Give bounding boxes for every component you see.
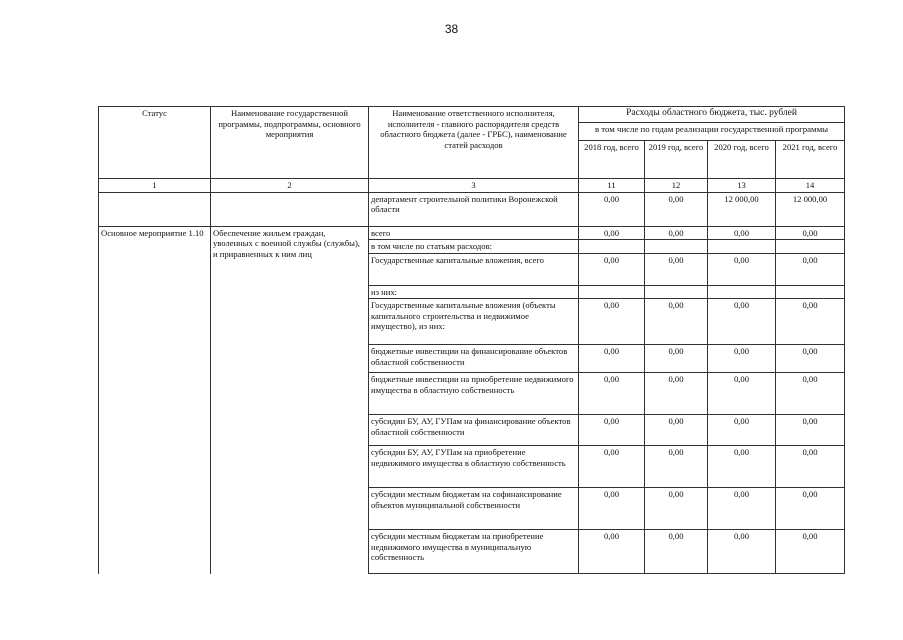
measure-status: Основное мероприятие 1.10 [99,226,211,574]
empty-cell [99,192,211,226]
value-cell: 0,00 [708,299,776,345]
row-label: в том числе по статьям расходов: [369,240,579,254]
value-cell: 0,00 [776,253,845,285]
column-number: 3 [369,179,579,193]
value-cell: 0,00 [579,253,645,285]
value-cell: 0,00 [645,226,708,240]
value-cell [579,285,645,299]
header-executor: Наименование ответственного исполнителя, исполнителя - главного распорядителя средств областного бюджета (далее - ГРБС), наименование статей расходов [369,107,579,179]
value-cell [776,285,845,299]
value-cell [776,240,845,254]
value-cell: 0,00 [776,530,845,574]
header-year-2018: 2018 год, всего [579,141,645,179]
value-cell: 0,00 [708,530,776,574]
value-cell: 0,00 [776,488,845,530]
row-label: Государственные капитальные вложения (объекты капитального строительства и недвижимое имущество), из них: [369,299,579,345]
header-year-2021: 2021 год, всего [776,141,845,179]
row-label: бюджетные инвестиции на приобретение недвижимого имущества в областную собственность [369,373,579,415]
value-cell [645,240,708,254]
value-cell: 0,00 [708,373,776,415]
header-program-name: Наименование государственной программы, подпрограммы, основного мероприятия [211,107,369,179]
row-label: департамент строительной политики Воронежской области [369,192,579,226]
row-label: бюджетные инвестиции на финансирование объектов областной собственности [369,345,579,373]
value-cell: 0,00 [708,488,776,530]
header-year-2020: 2020 год, всего [708,141,776,179]
value-cell: 0,00 [645,253,708,285]
row-label: Государственные капитальные вложения, всего [369,253,579,285]
value-cell: 12 000,00 [708,192,776,226]
measure-name: Обеспечение жильем граждан, уволенных с военной службы (службы), и приравненных к ним лиц [211,226,369,574]
value-cell [579,240,645,254]
column-number: 12 [645,179,708,193]
column-number: 1 [99,179,211,193]
value-cell: 0,00 [579,345,645,373]
value-cell: 0,00 [579,530,645,574]
empty-cell [211,192,369,226]
value-cell [645,285,708,299]
value-cell: 12 000,00 [776,192,845,226]
value-cell: 0,00 [645,299,708,345]
row-label: из них: [369,285,579,299]
value-cell: 0,00 [579,415,645,446]
row-label: субсидии БУ, АУ, ГУПам на финансирование объектов областной собственности [369,415,579,446]
budget-table [98,106,845,574]
value-cell: 0,00 [579,299,645,345]
page-number: 38 [444,22,459,36]
value-cell: 0,00 [645,530,708,574]
value-cell: 0,00 [776,373,845,415]
value-cell: 0,00 [776,226,845,240]
value-cell: 0,00 [776,415,845,446]
value-cell: 0,00 [645,488,708,530]
header-by-years: в том числе по годам реализации государственной программы [579,123,845,141]
header-expenses: Расходы областного бюджета, тыс. рублей [579,107,845,123]
value-cell: 0,00 [579,226,645,240]
row-label: всего [369,226,579,240]
value-cell [708,240,776,254]
column-number: 2 [211,179,369,193]
value-cell: 0,00 [708,415,776,446]
value-cell: 0,00 [579,446,645,488]
value-cell: 0,00 [776,299,845,345]
value-cell: 0,00 [645,415,708,446]
column-number: 13 [708,179,776,193]
value-cell: 0,00 [645,345,708,373]
header-status: Статус [99,107,211,179]
column-number: 11 [579,179,645,193]
value-cell: 0,00 [776,446,845,488]
value-cell: 0,00 [708,226,776,240]
value-cell: 0,00 [776,345,845,373]
value-cell: 0,00 [645,192,708,226]
value-cell: 0,00 [708,446,776,488]
header-year-2019: 2019 год, всего [645,141,708,179]
value-cell: 0,00 [579,488,645,530]
row-label: субсидии БУ, АУ, ГУПам на приобретение недвижимого имущества в областную собственность [369,446,579,488]
value-cell: 0,00 [708,345,776,373]
value-cell: 0,00 [579,192,645,226]
row-label: субсидии местным бюджетам на софинансирование объектов муниципальной собственности [369,488,579,530]
value-cell: 0,00 [579,373,645,415]
value-cell: 0,00 [645,446,708,488]
value-cell: 0,00 [708,253,776,285]
value-cell: 0,00 [645,373,708,415]
value-cell [708,285,776,299]
row-label: субсидии местным бюджетам на приобретение недвижимого имущества в муниципальную собственность [369,530,579,574]
column-number: 14 [776,179,845,193]
